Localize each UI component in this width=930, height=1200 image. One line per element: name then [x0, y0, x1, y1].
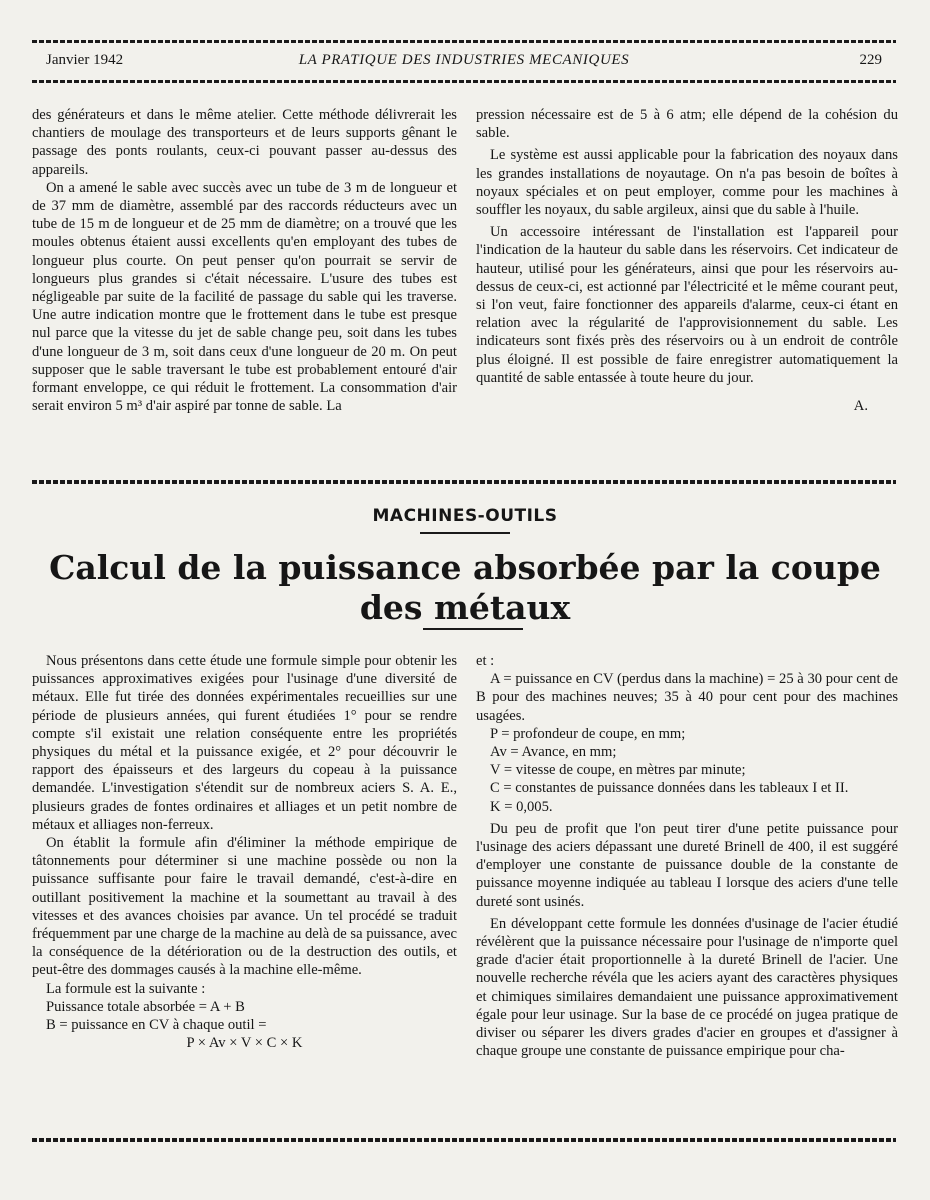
header-top-rule	[32, 40, 896, 43]
paragraph: Du peu de profit que l'on peut tirer d'une petite puissance pour l'usinage des aciers dépassant une dureté Brinell de 400, il est suggéré d'employer une constante de puissance double de la constante de puissance moyenne indiquée au tableau I lorsque des aciers d'une telle dureté sont usinés.	[476, 820, 898, 910]
author-signature: A.	[853, 398, 868, 415]
issue-date: Janvier 1942	[46, 52, 124, 68]
definition-item: P = profondeur de coupe, en mm;	[490, 725, 686, 742]
top-article-left-column	[32, 106, 457, 415]
article-title-line: Calcul de la puissance absorbée par la coupe	[49, 548, 881, 587]
page-number: 229	[859, 52, 882, 68]
paragraph: Le système est aussi applicable pour la fabrication des noyaux dans les grandes installations de noyautage. On n'a pas besoin de boîtes à noyaux spéciales et on peut employer, comme pour les machines à souffler les noyaux, du sable argileux, ainsi que du sable à l'huile.	[476, 147, 898, 219]
paragraph: Un accessoire intéressant de l'installation est l'appareil pour l'indication de la hauteur du sable dans les réservoirs. Cet indicateur de hauteur, utilisé pour les générateurs, ainsi que pour les réservoirs au-dessus de ceux-ci, est actionné par l'électricité et le même courant peut, si l'on veut, faire fonctionner des appareils d'alarme, ceux-ci étant en relation avec la régularité de l'approvisionnement du sable. Les indicateurs sont fixés près des réservoirs ou à un endroit de contrôle plus éloigné. Il est possible de faire enregistrer automatiquement la quantité de sable entassée à toute heure du jour.	[476, 224, 898, 386]
article-title-line: des métaux	[359, 588, 571, 627]
definition-item: A = puissance en CV (perdus dans la machine) = 25 à 30 pour cent de B pour des machines neuves; 35 à 40 pour cent pour des machines usagées.	[476, 671, 898, 724]
running-header	[46, 52, 882, 74]
article-left-column	[32, 652, 457, 1052]
section-heading-underline	[420, 532, 510, 534]
paragraph: La formule est la suivante :	[46, 980, 206, 997]
article-title-underline	[423, 628, 523, 630]
footer-rule	[32, 1138, 896, 1142]
article-title	[30, 548, 900, 628]
definition-item: Av = Avance, en mm;	[490, 744, 617, 761]
definition-item: V = vitesse de coupe, en mètres par minute;	[490, 762, 746, 779]
definition-item: K = 0,005.	[490, 798, 553, 815]
header-bottom-rule	[32, 80, 896, 83]
paragraph: et :	[476, 653, 495, 669]
journal-title: LA PRATIQUE DES INDUSTRIES MECANIQUES	[298, 52, 630, 68]
paragraph: On établit la formule afin d'éliminer la méthode empirique de tâtonnements pour déterminer si une machine possède ou non la puissance suffisante pour faire le travail demandé, c'est-à-dire en outillant positivement la machine et la soumettant au travail à des vitesses et des avances choisies par avance. Un tel procédé se traduit fréquemment par une charge de la machine au delà de sa puissance, avec la conséquence de la détérioration ou de la destruction des outils, et peut-être des dommages causés à la machine elle-même.	[32, 835, 457, 979]
section-divider-rule	[32, 480, 896, 484]
formula-line: B = puissance en CV à chaque outil =	[46, 1017, 267, 1034]
formula-line: Puissance totale absorbée = A + B	[46, 998, 245, 1015]
formula-line: P × Av × V × C × K	[186, 1035, 303, 1052]
top-article-right-column	[476, 106, 898, 415]
paragraph: En développant cette formule les données d'usinage de l'acier étudié révélèrent que la puissance nécessaire pour l'usinage de n'importe quel grade d'acier était proportionnelle à la dureté Brinell de l'acier. Une nouvelle recherche révéla que les aciers ayant des caractères physiques et chimiques similaires demandaient une puissance approximativement égale pour leur usinage. Sur la base de ce procédé on jugea pratique de diviser ou séparer les divers grades d'acier en groupes et d'assigner à chaque groupe une constante de puissance empirique pour cha-	[476, 915, 898, 1060]
paragraph: pression nécessaire est de 5 à 6 atm; elle dépend de la cohésion du sable.	[476, 107, 898, 142]
article-right-column	[476, 652, 898, 1060]
paragraph: Nous présentons dans cette étude une formule simple pour obtenir les puissances approximatives exigées pour l'usinage d'une diversité de métaux. Elle fut tirée des données expérimentales recueillies sur une période de plusieurs années, qui furent étudiées 1° pour se rendre compte s'il existait une relation conséquente entre les propriétés physiques du métal et la puissance exigée, et 2° pour découvrir le rapport des épaisseurs et des largeurs du copeau à la puissance demandée. L'investigation s'étendit sur de nombreux aciers S. A. E., plusieurs grades de fontes ordinaires et alliages et un petit nombre de métaux et alliages non-ferreux.	[32, 653, 457, 833]
paragraph: On a amené le sable avec succès avec un tube de 3 m de longueur et de 37 mm de diamètre, assemblé par des raccords réducteurs avec un tube de 15 m de longueur et de 25 mm de diamètre; on a trouvé que les moules obtenus étaient aussi excellents qu'en employant des tubes de longueur plus courte. On peut penser qu'on pourrait se servir de longueurs plus grandes si c'était nécessaire. L'usure des tubes est négligeable par suite de la facilité de passage du sable qui les traverse. Une autre indication montre que le frottement dans le tube est presque nul parce que la vitesse du jet de sable change peu, soit dans les tubes d'une longueur de 3 m, soit dans ceux d'une longueur de 20 m. On peut supposer que le sable traversant le tube est probablement entouré d'air formant enveloppe, ce qui réduit le frottement. La consommation d'air serait environ 5 m³ d'air aspiré par tonne de sable. La	[32, 179, 457, 415]
section-heading: MACHINES-OUTILS	[372, 506, 558, 526]
paragraph: des générateurs et dans le même atelier. Cette méthode délivrerait les chantiers de moulage des transporteurs et de leurs supports gênant le passage des ponts roulants, ceux-ci pouvant passer au-dessus des appareils.	[32, 107, 457, 178]
definition-item: C = constantes de puissance données dans les tableaux I et II.	[490, 780, 849, 797]
